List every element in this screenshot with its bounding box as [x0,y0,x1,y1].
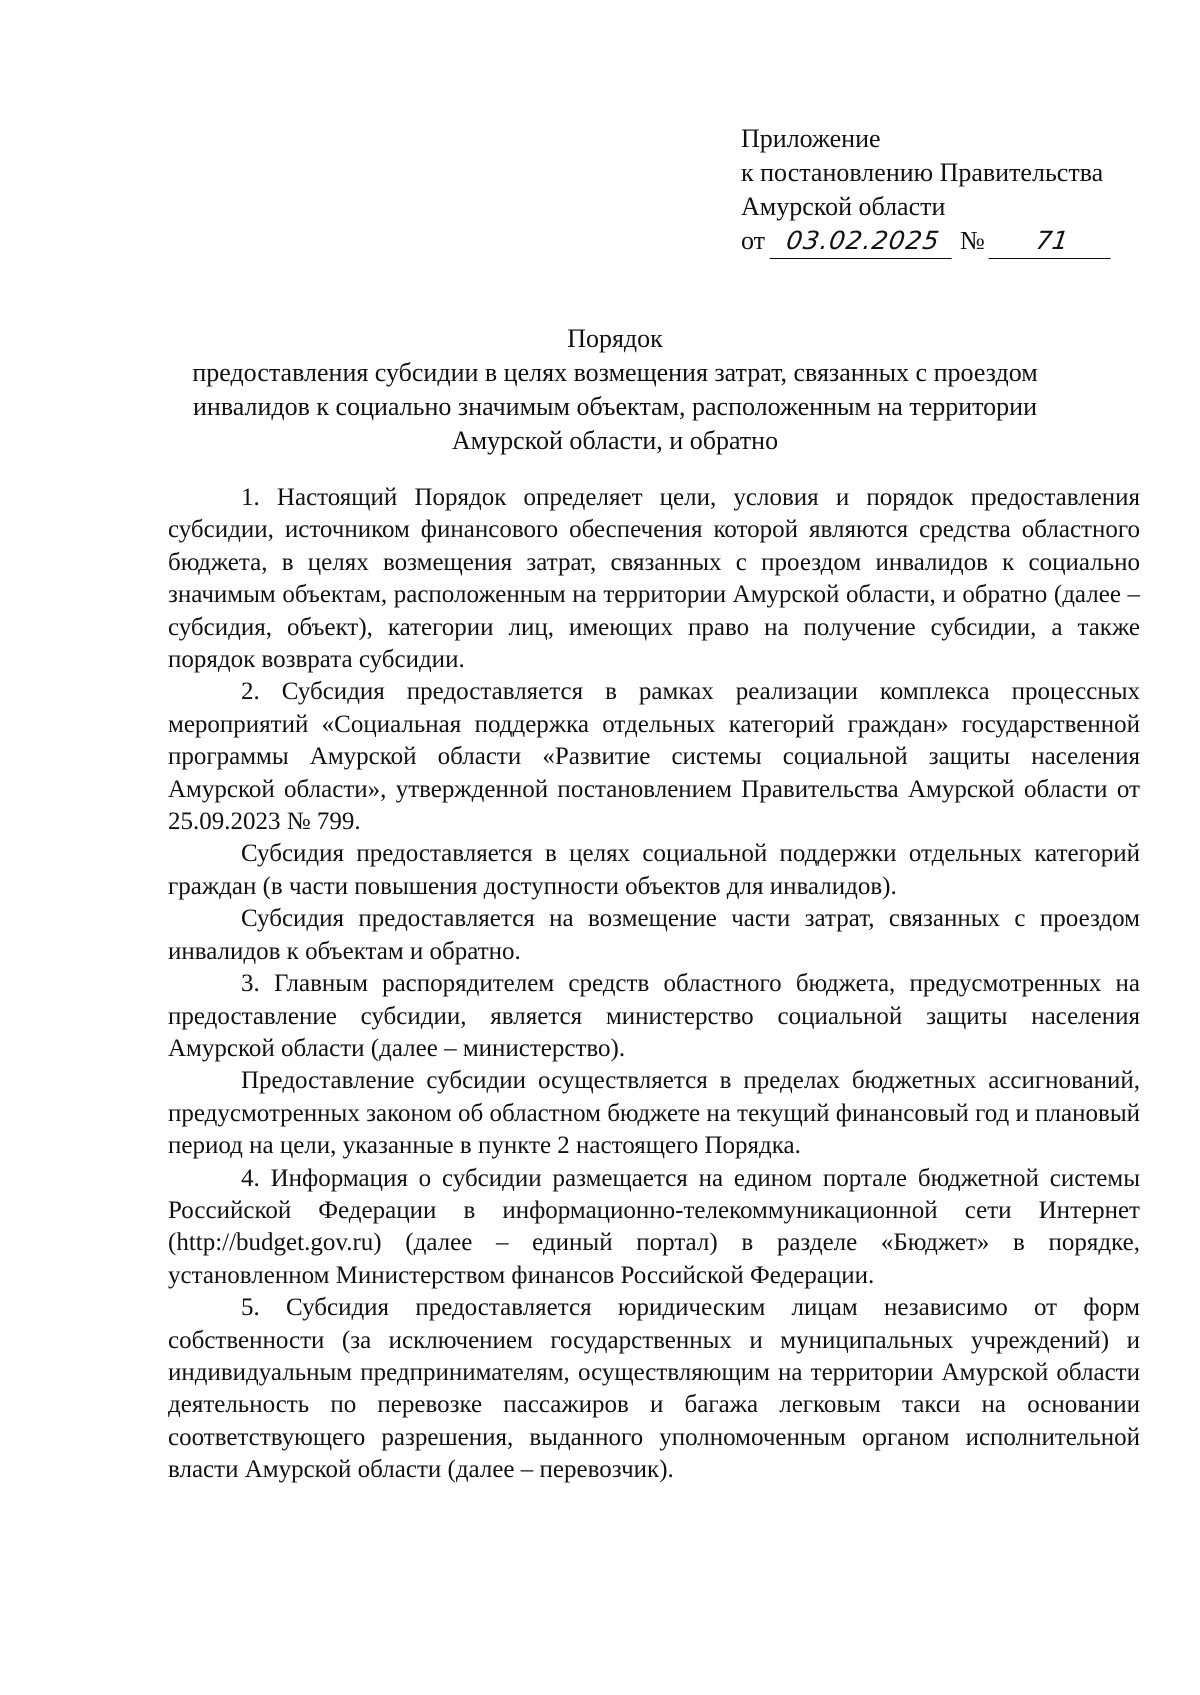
handwritten-date: 03.02.2025 [769,224,956,259]
paragraph-2: 2. Субсидия предоставляется в рамках реализации комплекса процессных мероприятий «Социальная поддержка отдельных категорий граждан» государственной программы Амурской области «Развитие системы социальной защиты населения Амурской области», утвержденной постановлением Правительства Амурской области от 25.09.2023 № 799. [168,678,1140,836]
paragraph-1: 1. Настоящий Порядок определяет цели, условия и порядок предоставления субсидии, источником финансового обеспечения которой являются средства областного бюджета, в целях возмещения затрат, связанных с проездом инвалидов к социально значимым объектам, расположенным на территории Амурской области, и обратно (далее – субсидия, объект), категории лиц, имеющих право на получение субсидии, а также порядок возврата субсидии. [168,484,1140,674]
appendix-region-line: Амурской области [741,192,946,221]
number-label: № [960,226,985,255]
date-prefix: от [741,226,766,255]
appendix-resolution-line: к постановлению Правительства [741,158,1104,187]
paragraph-2b: Субсидия предоставляется на возмещение части затрат, связанных с проездом инвалидов к объектам и обратно. [168,905,1140,965]
document-heading: Порядок [567,324,663,353]
appendix-block [741,122,1141,259]
paragraph-4: 4. Информация о субсидии размещается на едином портале бюджетной системы Российской Федерации в информационно-телекоммуникационной сети Интернет (http://budget.gov.ru) (далее – единый портал) в разделе «Бюджет» в порядке, установленном Министерством финансов Российской Федерации. [168,1164,1140,1289]
paragraph-3: 3. Главным распорядителем средств областного бюджета, предусмотренных на предоставление субсидии, является министерство социальной защиты населения Амурской области (далее – министерство). [168,970,1140,1062]
paragraph-3a: Предоставление субсидии осуществляется в пределах бюджетных ассигнований, предусмотренных законом об областном бюджете на текущий финансовый год и плановый период на цели, указанные в пункте 2 настоящего Порядка. [168,1067,1140,1160]
document-body [168,482,1140,1487]
document-title-block [150,322,1080,458]
document-subtitle: предоставления субсидии в целях возмещения затрат, связанных с проездом инвалидов к социально значимым объектам, расположенным на территории Амурской области, и обратно [192,358,1038,455]
appendix-reference-line [741,224,1141,259]
paragraph-2a: Субсидия предоставляется в целях социальной поддержки отдельных категорий граждан (в части повышения доступности объектов для инвалидов). [168,840,1140,900]
handwritten-number: 71 [989,224,1116,259]
appendix-title: Приложение [741,124,881,153]
paragraph-5: 5. Субсидия предоставляется юридическим лицам независимо от форм собственности (за исключением государственных и муниципальных учреждений) и индивидуальным предпринимателям, осуществляющим на территории Амурской области деятельность по перевозке пассажиров и багажа легковым такси на основании соответствующего разрешения, выданного уполномоченным органом исполнительной власти Амурской области (далее – перевозчик). [168,1294,1140,1484]
